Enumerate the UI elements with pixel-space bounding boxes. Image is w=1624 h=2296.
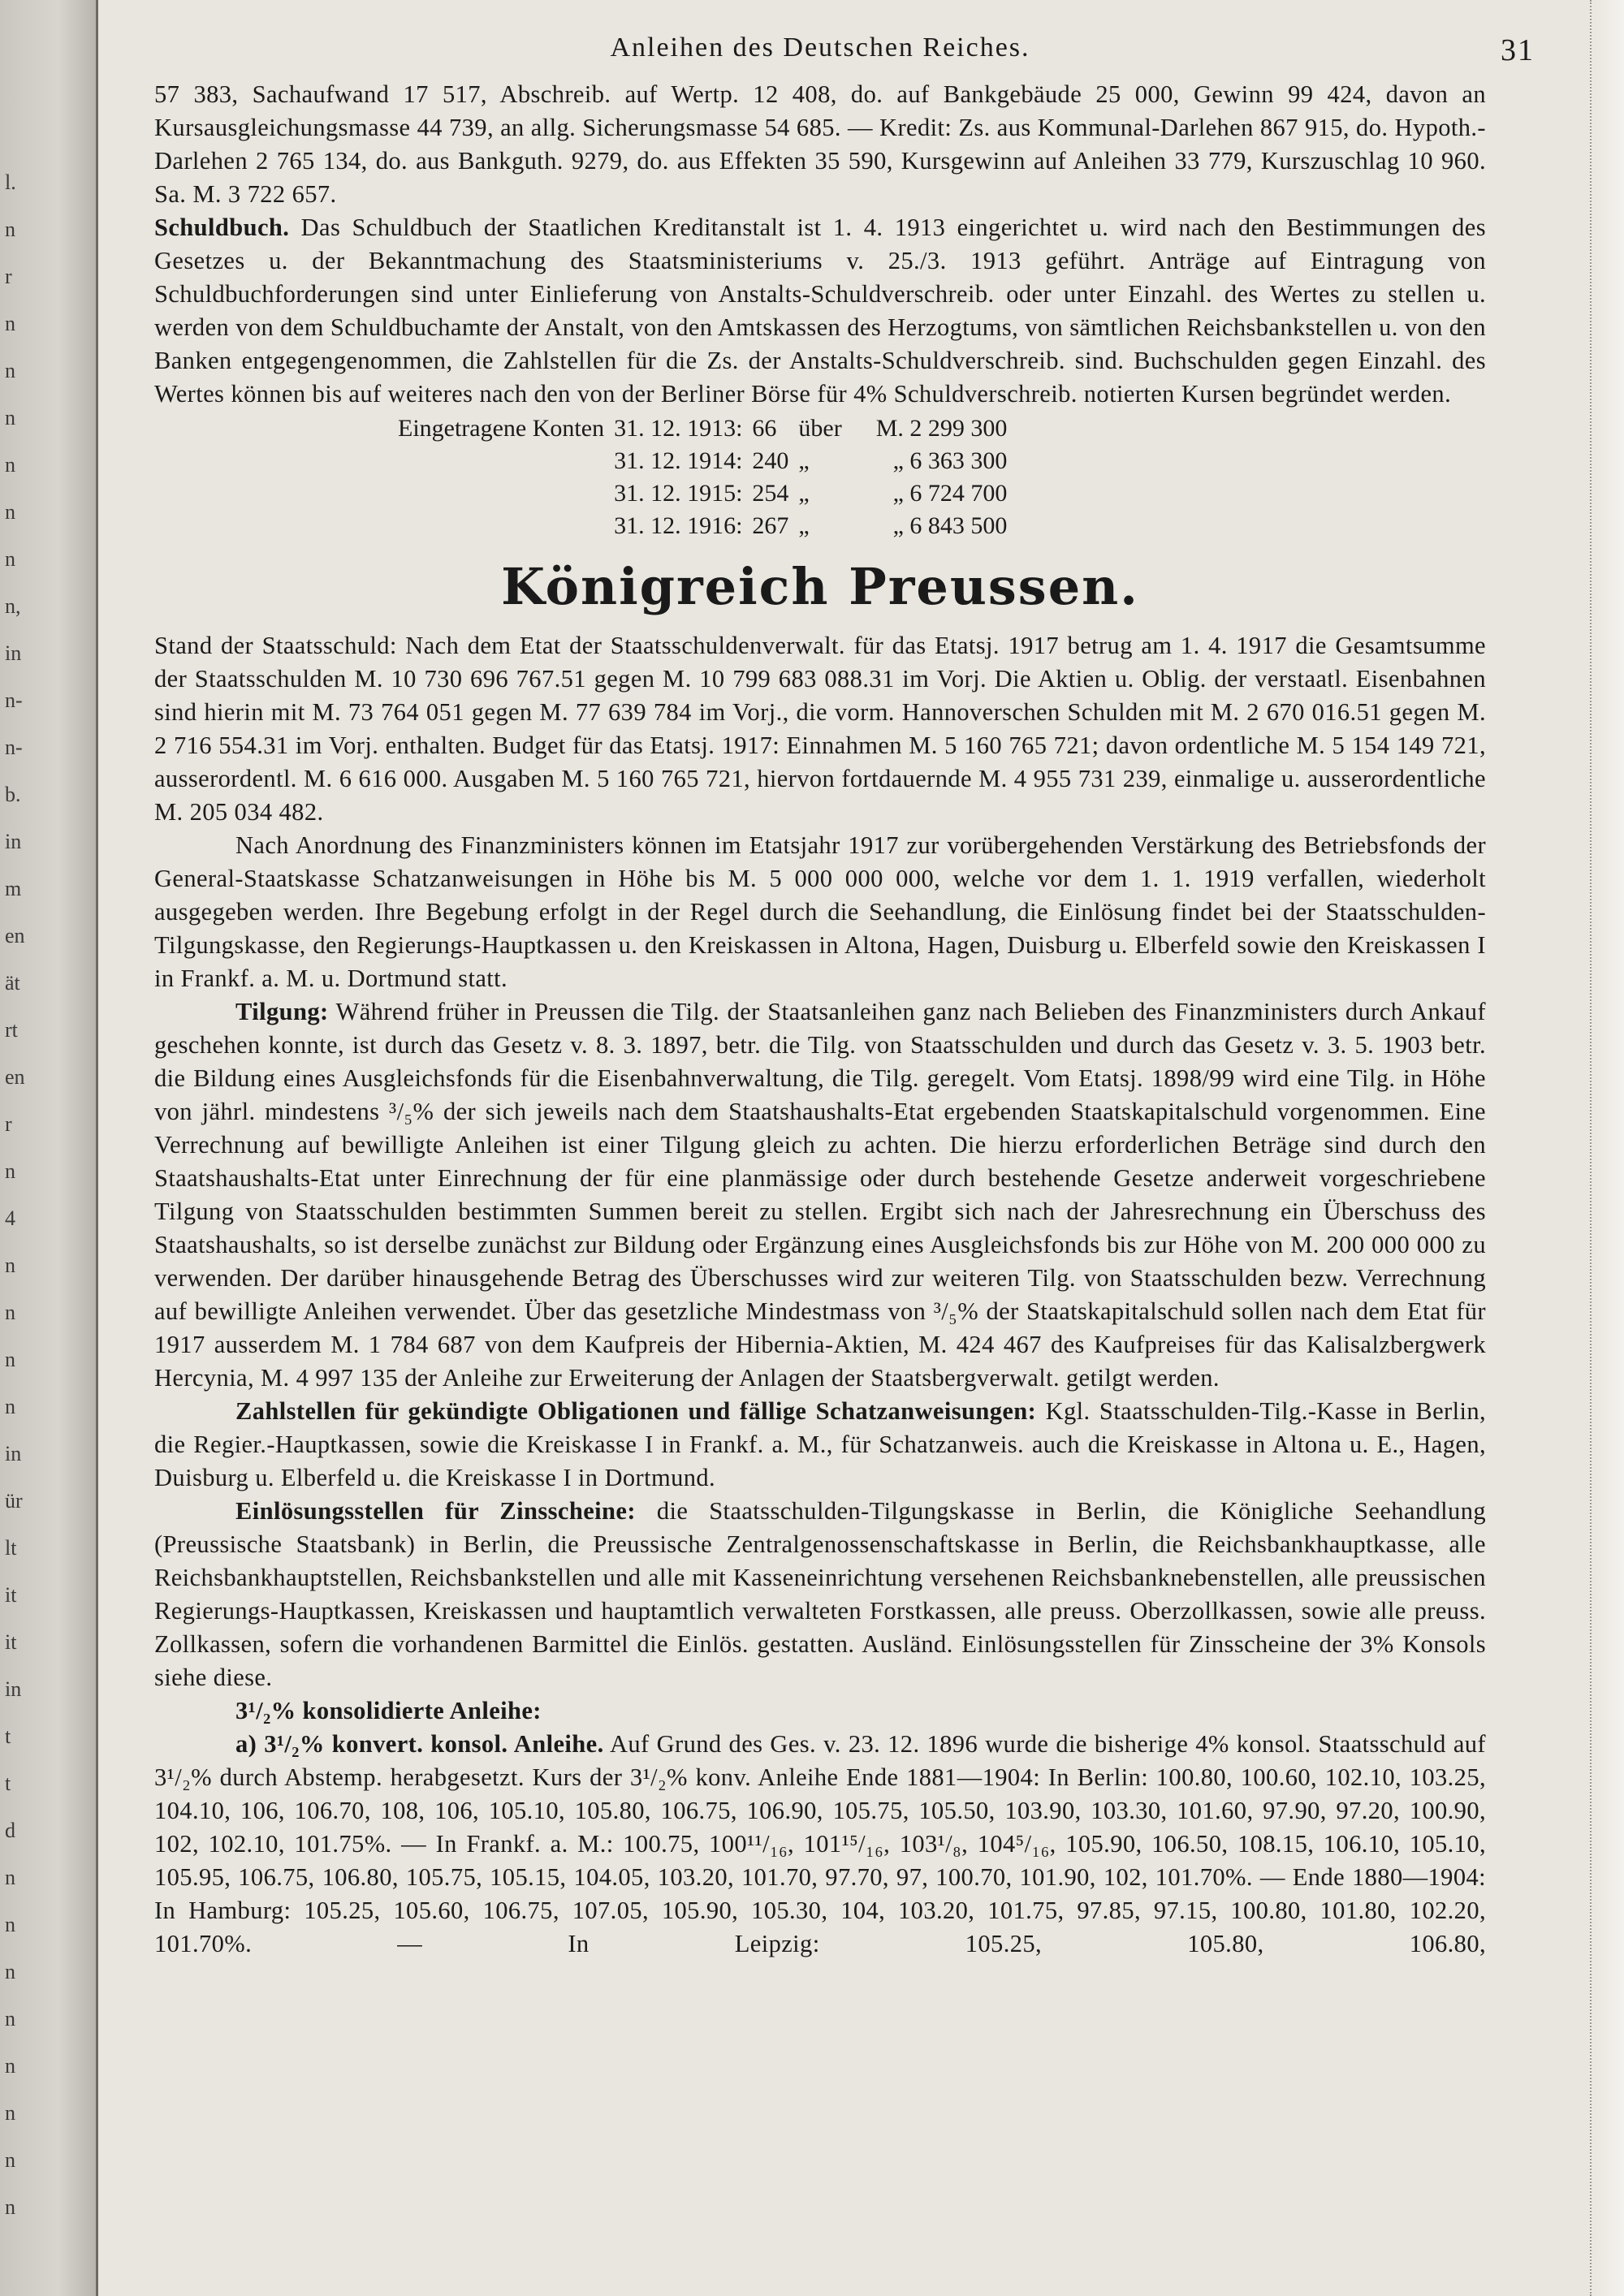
running-header xyxy=(154,32,1535,78)
table-cell: „ xyxy=(798,512,810,539)
gutter-fragment: in xyxy=(5,1677,22,1701)
gutter-fragment: n xyxy=(5,1960,15,1983)
paragraph-heading: Einlösungsstellen für Zinsscheine: xyxy=(235,1497,636,1525)
table-cell: 31. 12. 1913: xyxy=(614,415,743,442)
table-cell: 267 xyxy=(752,512,789,539)
gutter-fragment: n xyxy=(5,453,15,477)
gutter-fragment: t xyxy=(5,1724,11,1748)
gutter-fragment: n xyxy=(5,218,15,241)
gutter-fragment: b. xyxy=(5,783,21,806)
gutter-fragment: n, xyxy=(5,594,21,618)
paragraph-text: die Staatsschulden-Tilgungskasse in Berlin, die Königliche Seehandlung (Preussische Staatsbank) in Berlin, die Preussische Zentralgenossenschaftskasse in Berlin, die Reichsbankhauptkasse, alle Reichsbankhauptstellen, Reichsbankstellen und alle mit Kasseneinrichtung versehenen Reichsbanknebenstellen, alle preussischen Regierungs-Hauptkassen, Kreiskassen und hauptamtlich verwalteten Forstkassen, alle preuss. Oberzollkassen, sowie alle preuss. Zollkassen, sofern die vorhandenen Barmittel die Einlös. gestatten. Ausländ. Einlösungsstellen für Zinsscheine der 3% Konsols siehe diese. xyxy=(154,1497,1487,1691)
paragraph-bank-account: 57 383, Sachaufwand 17 517, Abschreib. auf Wertp. 12 408, do. auf Bankgebäude 25 000, Gewinn 99 424, davon an Kursausgleichungsmasse 44 739, an allg. Sicherungsmasse 54 685. — Kredit: Zs. aus Kommunal-Darlehen 867 915, do. Hypoth.-Darlehen 2 765 134, do. aus Bankguth. 9279, do. aus Effekten 35 590, Kursgewinn auf Anleihen 33 779, Kurszuschlag 10 960. Sa. M. 3 722 657. xyxy=(154,80,1486,208)
table-cell: 240 xyxy=(752,447,789,474)
gutter-fragment: n xyxy=(5,1254,15,1277)
running-title: Anleihen des Deutschen Reiches. xyxy=(610,32,1030,63)
paragraph-heading: Tilgung: xyxy=(235,998,329,1025)
gutter-fragment: r xyxy=(5,265,12,288)
gutter-fragment: in xyxy=(5,641,22,665)
gutter-fragment: n xyxy=(5,1395,15,1418)
paragraph-schuldbuch xyxy=(154,211,1486,411)
paragraph-heading: Zahlstellen für gekündigte Obligationen und fällige Schatzanweisungen: xyxy=(235,1397,1037,1425)
paragraph-schatzanweisungen: Nach Anordnung des Finanzministers können im Etatsjahr 1917 zur vorübergehenden Verstärkung des Betriebsfonds der General-Staatskasse Schatzanweisungen in Höhe bis M. 5 000 000 000, welche vor dem 1. 1. 1919 verfallen, wiederholt ausgegeben werden. Ihre Begebung erfolgt in der Regel durch die Seehandlung, die Einlösung findet bei der Staatsschulden-Tilgungskasse, den Regierungs-Hauptkassen u. den Kreiskassen in Altona, Hagen, Duisburg u. Elberfeld sowie den Kreiskassen I in Frankf. a. M. u. Dortmund statt. xyxy=(154,831,1486,992)
gutter-fragment: n xyxy=(5,1866,15,1889)
table-cell: „ xyxy=(798,447,810,474)
paragraph-text: Das Schuldbuch der Staatlichen Kreditanstalt ist 1. 4. 1913 eingerichtet u. wird nach den Bestimmungen des Gesetzes u. der Bekanntmachung des Staatsministeriums v. 25./3. 1913 geführt. Anträge auf Eintragung von Schuldbuchforderungen sind unter Einlieferung von Anstalts-Schuldverschreib. oder unter Einzahl. des Wertes zu stellen u. werden von dem Schuldbuchamte der Anstalt, von den Amtskassen des Herzogtums, von sämtlichen Reichsbankstellen u. von den Banken entgegengenommen, die Zahlstellen für die Zs. der Anstalts-Schuldverschreib. sind. Buchschulden gegen Einzahl. des Wertes können bis auf weiteres nach den von der Berliner Börse für 4% Schuldverschreib. notierten Kursen begründet werden. xyxy=(154,214,1487,408)
adjacent-page-edge xyxy=(0,0,98,2296)
gutter-fragment: in xyxy=(5,830,22,853)
table-row xyxy=(398,510,1017,542)
gutter-fragment: m xyxy=(5,877,22,900)
gutter-fragment: n- xyxy=(5,736,23,759)
gutter-fragment: it xyxy=(5,1583,17,1607)
gutter-fragment: n xyxy=(5,1913,15,1936)
table-cell: 31. 12. 1914: xyxy=(614,447,743,474)
gutter-fragment: n xyxy=(5,1348,15,1371)
gutter-fragment: n xyxy=(5,1301,15,1324)
paragraph-tilgung xyxy=(154,995,1486,1395)
table-cell: 31. 12. 1916: xyxy=(614,512,743,539)
paragraph-konvert-anleihe xyxy=(154,1728,1486,1961)
document-page xyxy=(154,32,1535,2273)
registered-accounts-table xyxy=(398,412,1486,542)
paragraph-text: Auf Grund des Ges. v. 23. 12. 1896 wurde die bisherige 4% konsol. Staatsschuld auf 3¹/₂% durch Abstemp. herabgesetzt. Kurs der 3¹/₂% konv. Anleihe Ende 1881—1904: In Berlin: 100.80, 100.60, 102.10, 103.25, 104.10, 106, 106.70, 108, 106, 105.10, 105.80, 106.75, 106.90, 105.75, 105.50, 103.90, 103.30, 101.60, 97.90, 97.20, 100.90, 102, 102.10, 101.75%. — In Frankf. a. M.: 100.75, 100¹¹/₁₆, 101¹⁵/₁₆, 103¹/₈, 104⁵/₁₆, 105.90, 106.50, 108.15, 106.10, 105.10, 105.95, 106.75, 106.80, 105.75, 105.15, 104.05, 103.20, 101.70, 97.70, 97, 100.70, 101.90, 102, 101.70%. — Ende 1880—1904: In Hamburg: 105.25, 105.60, 106.75, 107.05, 105.90, 105.30, 104, 103.20, 101.75, 97.85, 97.15, 100.80, 101.80, 102.20, 101.70%. — In Leipzig: 105.25, 105.80, 106.80, xyxy=(154,1730,1486,1957)
gutter-fragment: en xyxy=(5,924,25,947)
table-cell: „ 6 724 700 xyxy=(892,480,1008,507)
gutter-fragment: n xyxy=(5,500,15,524)
table-cell: „ 6 843 500 xyxy=(892,512,1008,539)
gutter-fragment: in xyxy=(5,1442,22,1465)
table-cell: über xyxy=(798,415,842,442)
table-row xyxy=(398,412,1017,445)
gutter-fragment: l. xyxy=(5,170,16,194)
gutter-fragment: n xyxy=(5,2101,15,2125)
paragraph-text: Kgl. Staatsschulden-Tilg.-Kasse in Berlin, die Regier.-Hauptkassen, sowie die Kreiskasse I in Frankf. a. M., für Schatzanweis. auch die Kreiskasse in Altona u. E., Hagen, Duisburg u. Elberfeld u. die Kreiskasse I in Dortmund. xyxy=(154,1397,1486,1491)
gutter-fragment: n xyxy=(5,406,15,429)
gutter-fragment: n xyxy=(5,312,15,335)
table-cell: „ xyxy=(798,480,810,507)
page-right-edge xyxy=(1590,0,1624,2296)
gutter-fragment: n xyxy=(5,2195,15,2219)
page-number: 31 xyxy=(1501,33,1535,67)
gutter-fragment: r xyxy=(5,1112,12,1136)
paragraph-einloesungsstellen xyxy=(154,1495,1486,1694)
gutter-fragment: n xyxy=(5,359,15,382)
gutter-fragment: n- xyxy=(5,688,23,712)
gutter-fragment: n xyxy=(5,2054,15,2078)
gutter-fragment: n xyxy=(5,2148,15,2172)
table-cell: 31. 12. 1915: xyxy=(614,480,743,507)
gutter-fragment: 4 xyxy=(5,1206,15,1230)
gutter-fragment: ät xyxy=(5,971,20,995)
gutter-fragment: lt xyxy=(5,1536,17,1560)
konten-label: Eingetragene Konten xyxy=(398,415,605,442)
table-cell: M. 2 299 300 xyxy=(875,415,1008,442)
paragraph-heading: Schuldbuch. xyxy=(154,214,290,241)
paragraph-staatsschuld: Stand der Staatsschuld: Nach dem Etat der Staatsschuldenverwalt. für das Etatsj. 1917 betrug am 1. 4. 1917 die Gesamtsumme der Staatsschulden M. 10 730 696 767.51 gegen M. 10 799 683 088.31 im Vorj. Die Aktien u. Oblig. der verstaatl. Eisenbahnen sind hierin mit M. 73 764 051 gegen M. 77 639 784 im Vorj., die vorm. Hannoverschen Schulden mit M. 2 670 016.51 gegen M. 2 716 554.31 im Vorj. enthalten. Budget für das Etatsj. 1917: Einnahmen M. 5 160 765 721; davon ordentliche M. 5 154 149 721, ausserordentl. M. 6 616 000. Ausgaben M. 5 160 765 721, hiervon fortdauernde M. 4 955 731 239, einmalige u. ausserordentliche M. 205 034 482. xyxy=(154,632,1486,826)
gutter-fragment: n xyxy=(5,547,15,571)
gutter-fragment: t xyxy=(5,1772,11,1795)
paragraph-heading: 3¹/₂% konsolidierte Anleihe: xyxy=(235,1697,542,1724)
gutter-fragment: n xyxy=(5,1159,15,1183)
table-cell: 66 xyxy=(752,415,777,442)
table-row xyxy=(398,477,1017,510)
table-row xyxy=(398,445,1017,477)
table-cell: 254 xyxy=(752,480,789,507)
section-title: Königreich Preussen. xyxy=(501,557,1139,616)
gutter-fragment: n xyxy=(5,2007,15,2031)
paragraph-heading: a) 3¹/₂% konvert. konsol. Anleihe. xyxy=(235,1730,604,1758)
paragraph-zahlstellen xyxy=(154,1395,1486,1495)
table-cell: „ 6 363 300 xyxy=(892,447,1008,474)
gutter-fragment: en xyxy=(5,1065,25,1089)
subsection-heading xyxy=(154,1694,1486,1728)
paragraph-text: Während früher in Preussen die Tilg. der Staatsanleihen ganz nach Belieben des Finanzministers durch Ankauf geschehen konnte, ist durch das Gesetz v. 8. 3. 1897, betr. die Tilg. von Staatsschulden und durch das Gesetz v. 3. 5. 1903 betr. die Bildung eines Ausgleichsfonds für die Eisenbahnverwaltung, die Tilg. geregelt. Vom Etatsj. 1898/99 wird eine Tilg. in Höhe von jährl. mindestens ³/₅% der sich jeweils nach dem Staatshaushalts-Etat ergebenden Staatskapitalschuld vorgenommen. Eine Verrechnung auf bewilligte Anleihen ist einer Tilgung gleich zu achten. Die hierzu erforderlichen Beträge sind durch den Staatshaushalts-Etat unter Einrechnung der für eine planmässige oder durch bestehende Gesetze anderweit vorgeschriebene Tilgung von Staatsschulden bestimmten Summen bereit zu stellen. Ergibt sich nach der Jahresrechnung ein Überschuss des Staatshaushalts, so ist derselbe zunächst zur Bildung oder Ergänzung eines Ausgleichsfonds bis zur Höhe von M. 200 000 000 zu verwenden. Der darüber hinausgehende Betrag des Überschusses wird zur weiteren Tilg. von Staatsschulden bezw. Verrechnung auf bewilligte Anleihen verwendet. Über das gesetzliche Mindestmass von ³/₅% der Staatskapitalschuld sollen nach dem Etat für 1917 ausserdem M. 1 784 687 von dem Kaufpreis der Hibernia-Aktien, M. 424 467 des Kaufpreises für das Kalisalzbergwerk Hercynia, M. 4 997 135 der Anleihe zur Erweiterung der Anlagen der Staatsbergverwalt. getilgt werden. xyxy=(154,998,1486,1392)
gutter-fragment: rt xyxy=(5,1018,18,1042)
gutter-fragment: d xyxy=(5,1819,15,1842)
gutter-fragment: ür xyxy=(5,1489,23,1513)
gutter-fragment: it xyxy=(5,1630,17,1654)
